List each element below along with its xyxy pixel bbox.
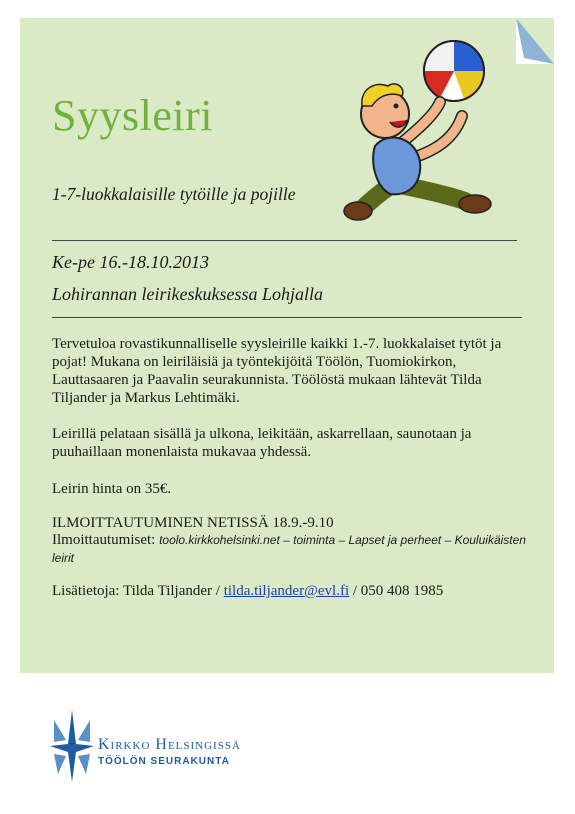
ball-icon bbox=[424, 41, 484, 101]
event-date: Ke-pe 16.-18.10.2013 bbox=[52, 252, 209, 272]
registration-label: Ilmoittautumiset: bbox=[52, 532, 156, 548]
contact-line bbox=[52, 582, 527, 600]
logo-parish: TÖÖLÖN SEURAKUNTA bbox=[98, 756, 230, 767]
intro-paragraph: Tervetuloa rovastikunnalliselle syysleirille kaikki 1.-7. luokkalaiset tytöt ja pojat! Mukana on leiriläisiä ja työntekijöitä Töölön, Tuomiokirkon, Lauttasaaren ja Paavalin seurakunnista. Töölöstä mukaan lähtevät Tilda Tiljander ja Markus Lehtimäki. bbox=[52, 336, 502, 406]
price-text: Leirin hinta on 35€. bbox=[52, 481, 172, 497]
registration-block bbox=[52, 531, 527, 567]
contact-phone: / 050 408 1985 bbox=[352, 583, 444, 599]
boy-with-ball-illustration bbox=[340, 36, 520, 226]
church-logo-icon bbox=[50, 710, 94, 782]
page-fold-icon bbox=[516, 18, 554, 64]
registration-heading: ILMOITTAUTUMINEN NETISSÄ 18.9.-9.10 bbox=[52, 515, 334, 531]
contact-email-link[interactable]: tilda.tiljander@evl.fi bbox=[223, 583, 350, 599]
poster-subtitle: 1-7-luokkalaisille tytöille ja pojille bbox=[52, 184, 296, 204]
logo-name: Kirkko Helsingissä bbox=[98, 736, 241, 753]
divider-top bbox=[52, 240, 517, 241]
event-place: Lohirannan leirikeskuksessa Lohjalla bbox=[52, 284, 323, 304]
registration-path: toolo.kirkkohelsinki.net – toiminta – Lapset ja perheet – Kouluikäisten leirit bbox=[52, 533, 526, 565]
divider-bottom bbox=[52, 317, 522, 318]
activities-paragraph: Leirillä pelataan sisällä ja ulkona, leikitään, askarrellaan, saunotaan ja puuhaillaan monenlaista mukavaa yhdessä. bbox=[52, 426, 472, 460]
poster-title: Syysleiri bbox=[52, 91, 213, 140]
contact-label: Lisätietoja: Tilda Tiljander / bbox=[52, 583, 220, 599]
